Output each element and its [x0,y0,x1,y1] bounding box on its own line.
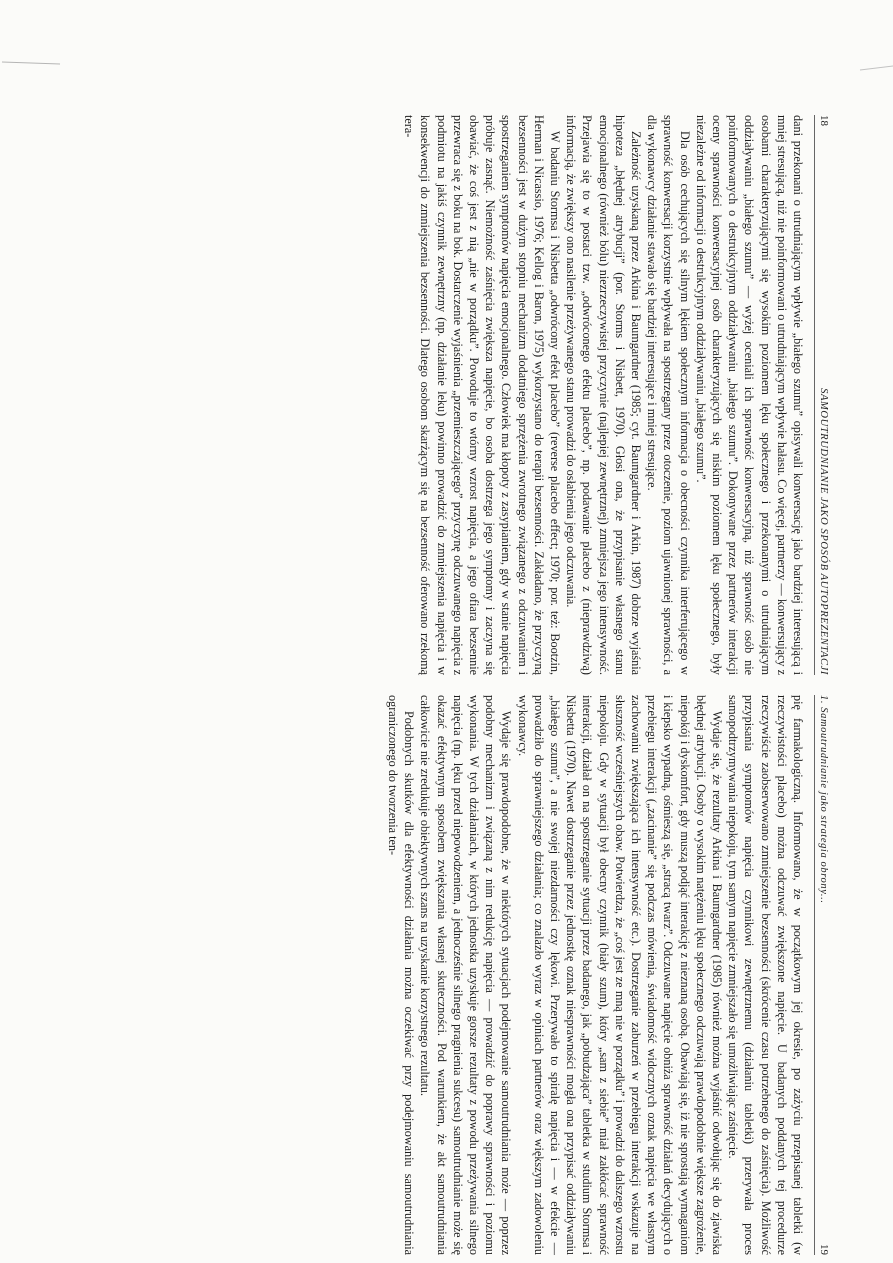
right-page [385,695,830,1255]
running-head [814,695,830,1255]
paragraph: Wydaje się prawdopodobne, że w niektórych sytuacjach podejmowanie samoutrudniania może — poprzez podobny mechanizm i związaną z nim redukcję napięcia — prowadzić do poprawy sprawności i poziomu wykonania. W tych działaniach, w których jednostka uzyskuje gorsze rezultaty z powodu przeżywania silnego napięcia (np. lęku przed niepowodzeniem, a jednocześnie silnego pragnienia sukcesu) samoutrudnianie może się okazać efektywnym sposobem zwiększania własnej skuteczności. Pod warunkiem, że akt samoutrudniania całkowicie nie zredukuje obiektywnych szans na uzyskanie korzystnego rezultatu. [418,695,514,1255]
paragraph: Wydaje się, że rezultaty Arkina i Baumgardner (1985) również można wyjaśnić odwołując się do zjawiska błędnej atrybucji. Osoby o wysokim natężeniu lęku społecznego odczuwają prawdopodobnie większe zagrożenie, niepokój i dyskomfort, gdy muszą podjąć interakcję z nieznaną osobą. Obawiają się, iż nie sprostają wymaganiom i kiepsko wypadną, ośmieszą się, „stracą twarz”. Odczuwane napięcie obniża sprawność działań decydujących o przebiegu interakcji („zacinanie” się podczas mówienia, świadomość widocznych oznak napięcia we własnym zachowaniu zwiększająca ich intensywność etc.). Dostrzeganie zaburzeń w przebiegu interakcji wskazuje na słuszność wcześniejszych obaw. Potwierdza, że „coś jest ze mną nie w porządku” i prowadzi do dalszego wzrostu niepokoju. Gdy w sytuacji był obecny czynnik (biały szum), który „sam z siebie” miał zakłócać sprawność interakcji, działał on na spostrzeganie sytuacji przez badanego, jak „pobudzająca” tabletka w studium Stormsa i Nisbetta (1970). Nawet dostrzeganie przez jednostkę oznak niesprawności mogła ona przypisać oddziaływaniu „białego szumu”, a nie swojej niezdarności czy lękowi. Przerywało to spiralę napięcia i — w efekcie — prowadziło do sprawniejszego działania; co znalazło wyraz w opiniach partnerów oraz większym zadowoleniu wykonawcy. [515,695,724,1255]
paragraph: W badaniu Stormsa i Nisbetta „odwrócony efekt placebo” (reverse placebo effect; 1970; por. też: Bootzin, Herman i Nicassio, 1976; Kellog i Baron, 1975) wykorzystano do terapii bezsenności. Zakładano, że przyczyną bezsenności jest w dużym stopniu mechanizm dodatniego sprzężenia zwrotnego związanego z odczuwaniem i spostrzeganiem symptomów napięcia emocjonalnego. Człowiek ma kłopoty z zasypianiem, gdy w stanie napięcia próbuje zasnąć. Niemożność zaśnięcia zwiększa napięcie, bo osoba dostrzega jego symptomy i zaczyna się obawiać, że coś jest z nią „nie w porządku”. Powoduje to wtórny wzrost napięcia, a jego ofiara bezsennie przewraca się z boku na bok. Dostarczenie wyjaśnienia „przemieszczającego” przyczynę odczuwanego napięcia z podmiotu na jakiś czynnik zewnętrzny (np. działanie leku) powinno prowadzić do zmniejszenia napięcia i w konsekwencji do zmniejszenia bezsenności. Dlatego osobom skarżącym się na bezsenność oferowano rzekomą tera- [402,115,562,675]
page-number: 19 [818,1244,830,1255]
paragraph: Podobnych skutków dla efektywności działania można oczekiwać przy podejmowaniu samoutrudniania ograniczonego do tworzenia ten- [385,695,417,1255]
page-number: 18 [818,115,830,126]
running-head [814,115,830,675]
paragraph: pię farmakologiczną. Informowano, że w początkowym jej okresie, po zażyciu przepisanej tabletki (w rzeczywistości placebo) można odczuwać zwiększone napięcie. U badanych poddanych tej procedurze rzeczywiście zaobserwowano zmniejszenie bezsenności (skrócenie czasu potrzebnego do zaśnięcia). Możliwość przypisania symptomów napięcia czynnikowi zewnętrznemu (działaniu tabletki) przerywała proces samopodtrzymywania niepokoju, tym samym napięcie zmniejszało się umożliwiając zaśnięcie. [726,695,805,1255]
paragraph: Zależność uzyskaną przez Arkina i Baumgardner (1985; cyt. Baumgardner i Arkin, 1987) dobrze wyjaśnia hipoteza „błędnej atrybucji” (por. Storms i Nisbett, 1970). Głosi ona, że przypisanie własnego stanu emocjonalnego (również bólu) niezrzeczywistej przyczynie (najlepiej zewnętrznej) zmniejsza jego intensywność. Przejawia się to w postaci tzw. „odwróconego efektu placebo”, np. podawanie placebo z (nieprawdziwą) informacją, że zwiększy ono nasilenie przeżywanego stanu prowadzi do osłabienia jego odczuwania. [564,115,643,675]
body-text [401,115,806,675]
running-head-title: SAMOUTRUDNIANIE JAKO SPOSÓB AUTOPREZENTACJI [818,388,829,675]
body-text [385,695,806,1255]
paragraph: Dla osób cechujących się silnym lękiem społecznym informacja o obecności czynnika interferującego w sprawność konwersacji korzystnie wpływała na spostrzegany przez otoczenie, poziom ujawnionej sprawności, a dla wykonawcy działanie stawało się bardziej interesujące i mniej stresujące. [645,115,692,675]
paragraph: dani przekonani o utrudniającym wpływie „białego szumu” opisywali konwersację jako bardziej interesującą i mniej stresującą, niż nie poinformowani o utrudniającym wpływie hałasu. Co więcej, partnerzy — konwersujący z osobami charakteryzującymi się wysokim poziomem lęku społecznego i przekonanymi o utrudniającym oddziaływaniu „białego szumu” — wyżej oceniali ich sprawność konwersacyjną, niż sprawność osób nie poinformowanych o destrukcyjnym oddziaływaniu „białego szumu”. Dokonywane przez partnerów interakcji oceny sprawności konwersacyjnej osób charakteryzujących się niskim poziomem lęku społecznego, były niezależne od informacji o destrukcyjnym oddziaływaniu „białego szumu”. [693,115,805,675]
left-page [402,115,830,675]
running-head-title: 1. Samoutrudnianie jako strategia obrony... [818,695,829,904]
